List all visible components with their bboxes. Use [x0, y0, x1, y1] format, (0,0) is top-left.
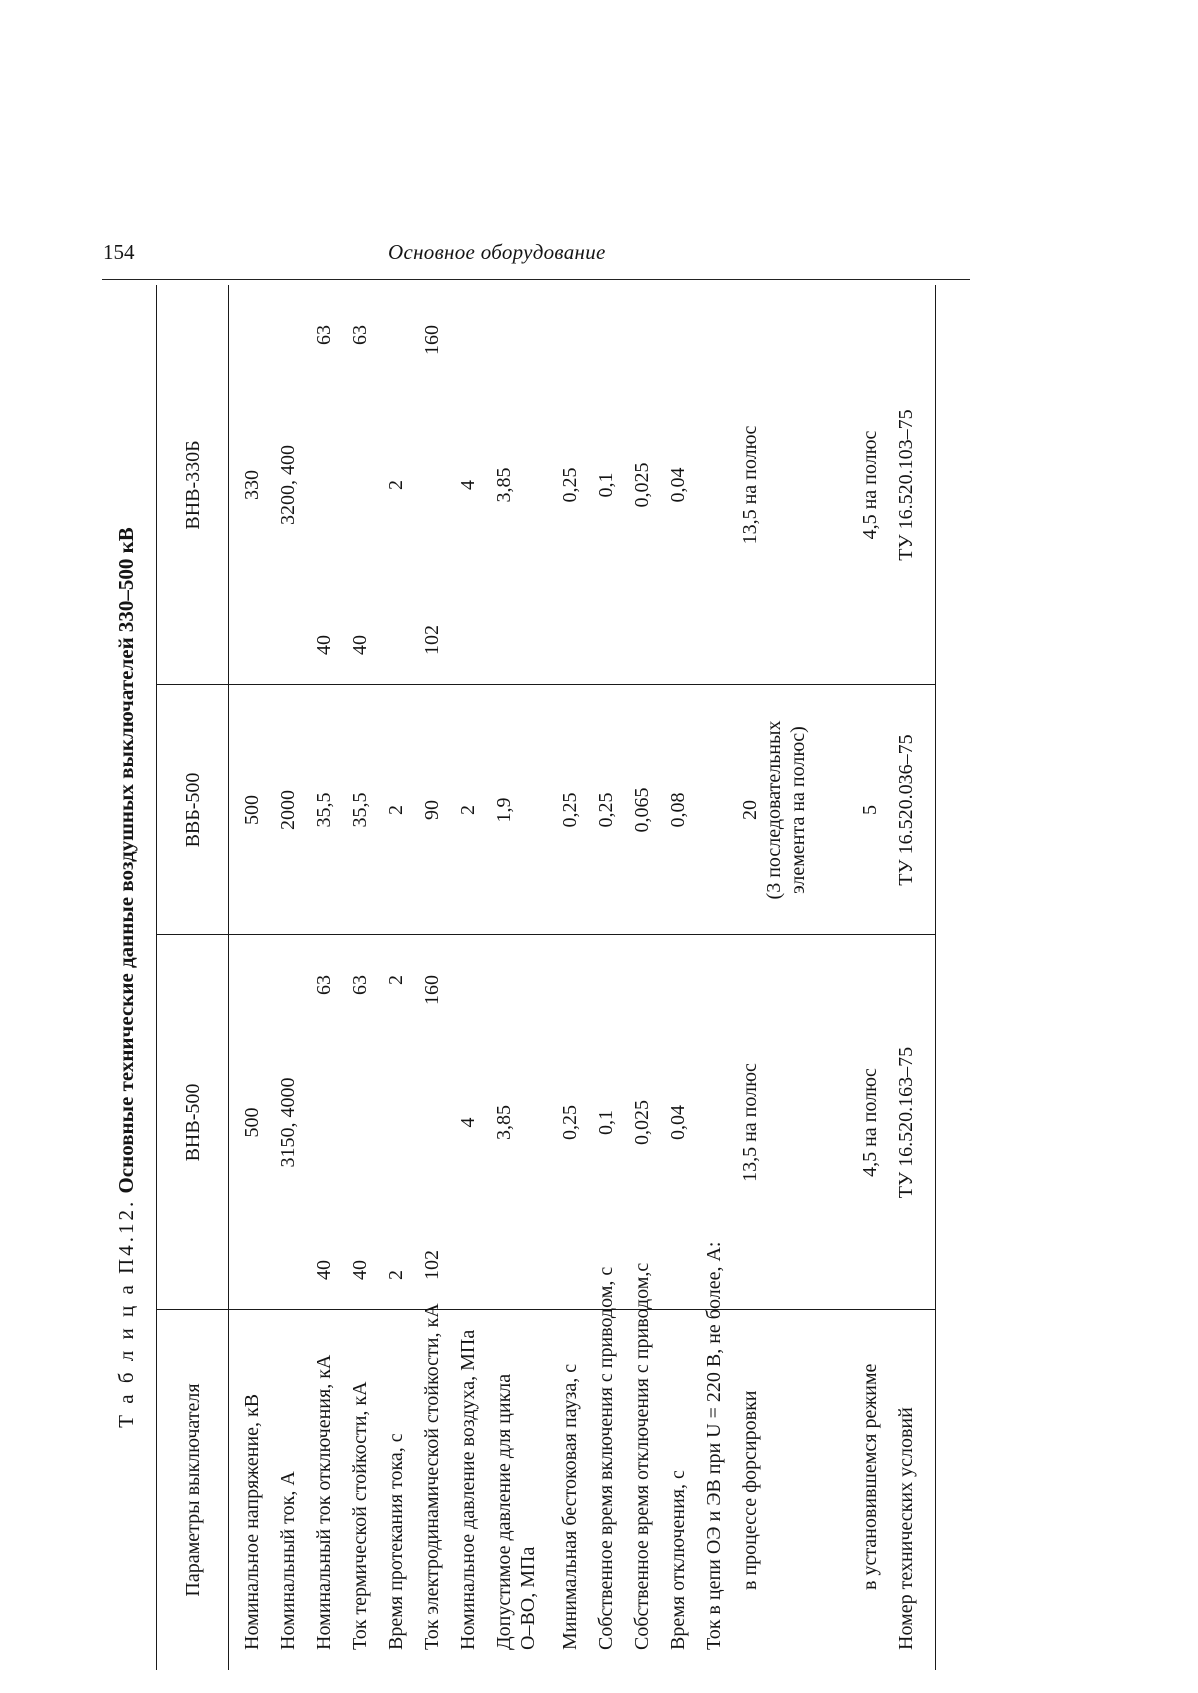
running-head: Основное оборудование — [388, 240, 606, 264]
column-divider-1 — [156, 1309, 935, 1310]
column-header-vvb-500: ВВБ-500 — [181, 772, 204, 848]
value-a: 102 — [421, 625, 443, 655]
param-label: Время отключения, с — [667, 1470, 689, 1650]
value-vvb-500: 1,9 — [493, 797, 515, 823]
value-vvb-500: 35,5 — [349, 792, 371, 828]
value-vnv-500: 3150, 4000 — [277, 1077, 299, 1168]
value-vnv-330b: 0,025 — [631, 462, 653, 508]
value-a: 2 — [385, 1270, 407, 1280]
value-vvb-500: 0,08 — [667, 792, 689, 828]
param-label: Номинальное напряжение, кВ — [241, 1393, 263, 1650]
param-label: Время протекания тока, с — [385, 1433, 407, 1650]
value-vnv-330b: ТУ 16.520.103–75 — [895, 409, 917, 561]
caption-title: Основные технические данные воздушных выключателей 330–500 кВ — [114, 527, 138, 1194]
caption-prefix: Т а б л и ц а П4.12. — [114, 1198, 138, 1428]
param-label: Минимальная бестоковая пауза, с — [559, 1363, 581, 1650]
value-vnv-500 — [420, 935, 444, 1310]
value-vnv-330b: 0,25 — [559, 467, 581, 503]
value-vnv-330b: 3,85 — [493, 467, 515, 503]
table-header-rule — [228, 285, 229, 1670]
param-label: в установившемся режиме — [859, 1363, 881, 1590]
table-top-rule — [156, 285, 157, 1670]
value-vvb-500: 2 — [457, 805, 479, 815]
value-vnv-330b: 0,1 — [595, 472, 617, 498]
value-vvb-500 — [738, 685, 810, 935]
value-b: 63 — [313, 975, 335, 995]
table-caption — [114, 285, 139, 1670]
column-divider-3 — [156, 684, 935, 685]
column-header-vnv-500: ВНВ-500 — [181, 1083, 204, 1162]
param-label: Номер технических условий — [895, 1407, 917, 1650]
param-label: Номинальный ток, А — [277, 1471, 299, 1650]
param-label: Номинальное давление воздуха, МПа — [457, 1329, 479, 1650]
param-label: Ток в цепи ОЭ и ЭВ при U = 220 В, не более, А: — [703, 1241, 725, 1650]
value-vnv-500: 0,1 — [595, 1110, 617, 1135]
value-vnv-500: 0,025 — [631, 1100, 653, 1145]
value-vnv-330b: 4,5 на полюс — [859, 430, 881, 540]
value-vnv-500: 500 — [241, 1107, 263, 1138]
value-b: 160 — [421, 975, 443, 1005]
value-vnv-500: ТУ 16.520.163–75 — [895, 1046, 917, 1199]
value-line-3: элемента на полюс) — [787, 726, 809, 894]
param-label: Ток электродинамической стойкости, кА — [421, 1303, 443, 1650]
rotated-table-block — [100, 285, 960, 1670]
value-vnv-330b — [420, 285, 444, 685]
value-a: 40 — [313, 1260, 335, 1280]
value-line-1: 20 — [739, 800, 761, 820]
value-a: 40 — [313, 635, 335, 655]
value-a: 40 — [349, 635, 371, 655]
value-vnv-330b — [348, 285, 372, 685]
value-vvb-500: 5 — [859, 805, 881, 815]
page-number: 154 — [103, 240, 135, 264]
value-vnv-500 — [312, 935, 336, 1310]
value-vvb-500: 0,25 — [595, 792, 617, 828]
value-vnv-330b: 0,04 — [667, 467, 689, 503]
value-vvb-500: 500 — [241, 795, 263, 825]
param-label-line-1: Допустимое давление для цикла — [493, 1373, 515, 1650]
value-vnv-500: 0,04 — [667, 1105, 689, 1140]
value-vnv-500: 0,25 — [559, 1105, 581, 1140]
value-vnv-500 — [348, 935, 372, 1310]
value-vnv-500: 4 — [457, 1117, 479, 1128]
column-header-params: Параметры выключателя — [181, 1383, 204, 1597]
value-vnv-500: 4,5 на полюс — [859, 1068, 881, 1177]
value-vvb-500: 0,065 — [631, 787, 653, 833]
value-b: 63 — [313, 325, 335, 345]
value-vnv-500 — [384, 935, 408, 1310]
value-vnv-330b: 3200, 400 — [277, 445, 299, 525]
header-rule — [102, 279, 970, 280]
value-b: 2 — [385, 975, 407, 985]
value-vnv-330b: 13,5 на полюс — [739, 425, 761, 545]
param-label: Ток термической стойкости, кА — [349, 1381, 371, 1650]
value-vvb-500: 35,5 — [313, 792, 335, 828]
value-vnv-500: 3,85 — [493, 1105, 515, 1140]
table-bottom-rule — [935, 285, 936, 1670]
value-vvb-500: 90 — [421, 800, 443, 820]
value-vnv-330b — [312, 285, 336, 685]
value-vvb-500: 2 — [385, 805, 407, 815]
value-b: 160 — [421, 325, 443, 355]
param-label: Собственное время включения с приводом, с — [595, 1266, 617, 1650]
param-label: Собственное время отключения с приводом,с — [631, 1262, 653, 1650]
value-vvb-500: 0,25 — [559, 792, 581, 828]
value-vnv-330b: 4 — [457, 480, 479, 490]
column-header-vnv-330b: ВНВ-330Б — [181, 440, 204, 530]
column-divider-2 — [156, 934, 935, 935]
value-vnv-330b: 330 — [241, 470, 263, 500]
value-b: 63 — [349, 325, 371, 345]
value-vvb-500: ТУ 16.520.036–75 — [895, 734, 917, 886]
value-a: 102 — [421, 1250, 443, 1280]
value-vnv-330b: 2 — [385, 480, 407, 490]
param-label: Номинальный ток отключения, кА — [313, 1354, 335, 1650]
param-label: в процессе форсировки — [739, 1390, 761, 1590]
param-label-line-2: О–ВО, МПа — [517, 1546, 539, 1650]
value-b: 63 — [349, 975, 371, 995]
value-vnv-500: 13,5 на полюс — [739, 1063, 761, 1182]
value-a: 40 — [349, 1260, 371, 1280]
value-line-2: (3 последовательных — [763, 720, 785, 900]
value-vvb-500: 2000 — [277, 790, 299, 830]
